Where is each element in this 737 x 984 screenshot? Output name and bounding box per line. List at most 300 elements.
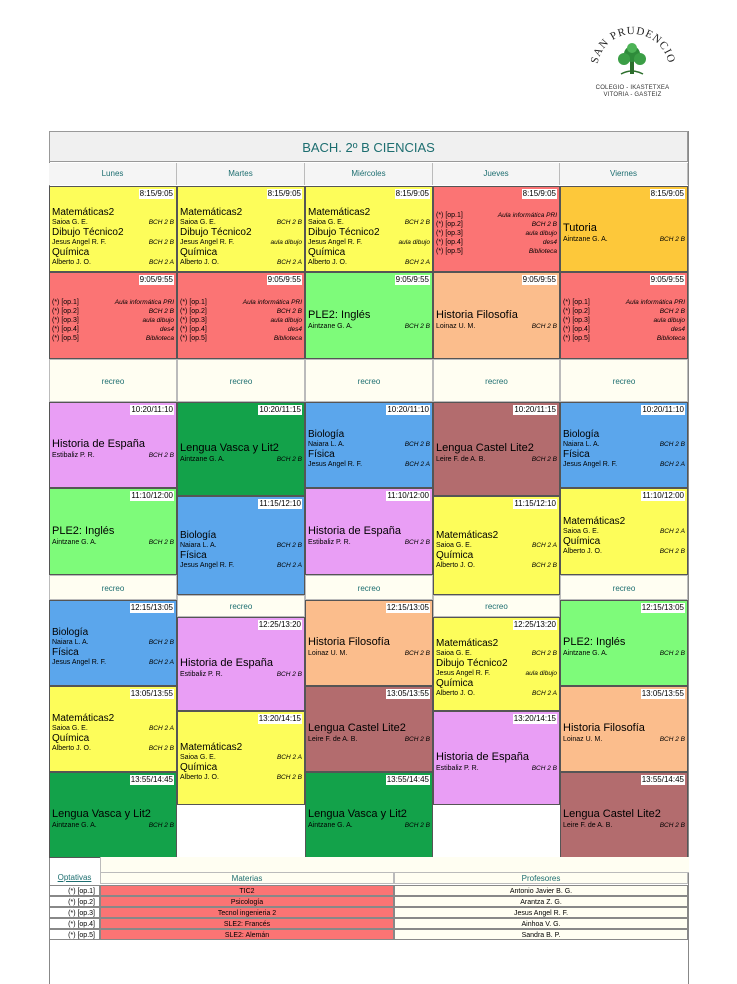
teacher-row xyxy=(563,440,685,449)
teacher-name: Saioa G. E. xyxy=(436,650,472,657)
group-label: BCH 2 B xyxy=(531,456,557,463)
teacher-name: Alberto J. O. xyxy=(52,745,91,752)
timetable-cell[interactable] xyxy=(560,186,688,272)
cell-body xyxy=(308,309,430,331)
day-header-martes: Martes xyxy=(177,163,305,185)
subject-name: Química xyxy=(563,535,601,547)
teacher-row xyxy=(52,258,174,267)
subject-name: Química xyxy=(180,762,218,773)
group-label: aula dibujo xyxy=(525,670,557,677)
teacher-name: Estibaliz P. R. xyxy=(52,452,95,459)
group-label: BCH 2 B xyxy=(404,538,430,546)
time-slot: 13:05/13:55 xyxy=(641,689,684,698)
subject-name: Dibujo Técnico2 xyxy=(436,658,508,669)
teacher-name: Jesus Angel R. F. xyxy=(308,461,363,468)
teacher-name: Naiara L. A. xyxy=(563,441,600,448)
time-slot: 9:05/9:55 xyxy=(650,275,684,284)
subject-name: Historia Filosofía xyxy=(563,722,645,734)
timetable-cell[interactable] xyxy=(560,402,688,488)
legend-option-code: (*) [op.1] xyxy=(49,885,100,896)
group-label: BCH 2 A xyxy=(276,259,302,266)
subject-name: Matemáticas2 xyxy=(308,207,371,218)
teacher-row xyxy=(436,322,557,331)
option-code: (*) [op.4] xyxy=(436,239,463,246)
logo-name: SAN PRUDENCIO xyxy=(588,24,678,65)
timetable-cell[interactable] xyxy=(305,272,433,359)
time-slot: 9:05/9:55 xyxy=(522,275,556,284)
option-code: (*) [op.4] xyxy=(52,326,79,333)
cell-body xyxy=(308,429,430,469)
option-code: (*) [op.5] xyxy=(180,335,207,342)
teacher-name: Jesus Angel R. F. xyxy=(180,239,235,246)
teacher-name: Naiara L. A. xyxy=(52,639,89,646)
legend-materia: Psicología xyxy=(100,896,394,907)
option-room: BCH 2 B xyxy=(276,308,302,315)
legend-option-code: (*) [op.4] xyxy=(49,918,100,929)
subject-name: Historia Filosofía xyxy=(436,308,518,321)
option-row xyxy=(180,316,302,325)
subject-name: Dibujo Técnico2 xyxy=(180,227,252,238)
option-room: aula dibujo xyxy=(653,317,685,324)
teacher-row xyxy=(563,821,685,830)
option-room: des4 xyxy=(159,326,174,333)
option-row xyxy=(180,307,302,316)
cell-body xyxy=(52,438,174,460)
teacher-row xyxy=(308,258,430,267)
recreo-martes-2: recreo xyxy=(177,595,305,617)
group-label: BCH 2 B xyxy=(276,671,302,678)
option-row xyxy=(436,229,557,238)
time-slot: 13:05/13:55 xyxy=(130,689,173,698)
teacher-row xyxy=(52,538,174,547)
group-label: BCH 2 B xyxy=(404,736,430,743)
subject-name: Matemáticas2 xyxy=(436,638,499,649)
timetable-cell[interactable] xyxy=(305,186,433,272)
timetable-cell[interactable] xyxy=(560,772,688,858)
option-code: (*) [op.1] xyxy=(563,299,590,306)
timetable-cell[interactable] xyxy=(49,772,177,858)
day-header-viernes: Viernes xyxy=(560,163,688,185)
subject-name: Química xyxy=(180,247,218,258)
subject-name: Matemáticas2 xyxy=(563,515,626,527)
group-label: BCH 2 B xyxy=(276,541,302,549)
subject-name: Historia de España xyxy=(308,524,401,537)
day-header-jueves: Jueves xyxy=(433,163,560,185)
group-label: BCH 2 B xyxy=(276,456,302,463)
group-label: BCH 2 A xyxy=(276,561,302,569)
option-row xyxy=(436,220,557,229)
group-label: BCH 2 B xyxy=(659,736,685,743)
teacher-row xyxy=(180,238,302,247)
teacher-name: Loinaz U. M. xyxy=(563,736,603,743)
timetable-cell[interactable] xyxy=(49,600,177,686)
legend-header-profesores: Profesores xyxy=(394,872,688,884)
teacher-name: Saioa G. E. xyxy=(52,219,88,226)
teacher-row xyxy=(308,821,430,830)
teacher-name: Leire F. de A. B. xyxy=(308,736,358,743)
group-label: BCH 2 B xyxy=(148,639,174,646)
option-room: BCH 2 B xyxy=(659,308,685,315)
teacher-name: Loinaz U. M. xyxy=(308,650,348,657)
teacher-name: Naiara L. A. xyxy=(180,541,217,549)
timetable-cell[interactable] xyxy=(177,186,305,272)
teacher-name: Jesus Angel R. F. xyxy=(436,670,491,677)
teacher-name: Leire F. de A. B. xyxy=(436,456,486,463)
teacher-name: Estibaliz P. R. xyxy=(308,538,351,546)
time-slot: 13:55/14:45 xyxy=(386,775,429,784)
group-label: BCH 2 B xyxy=(659,547,685,555)
cell-body xyxy=(180,657,302,679)
timetable-cell[interactable] xyxy=(560,600,688,686)
cell-body xyxy=(52,525,174,547)
time-slot: 11:10/12:00 xyxy=(131,491,173,500)
teacher-name: Jesus Angel R. F. xyxy=(180,561,235,569)
cell-body xyxy=(52,207,174,267)
group-label: BCH 2 B xyxy=(659,822,685,829)
timetable-cell[interactable] xyxy=(433,186,560,272)
option-code: (*) [op.3] xyxy=(180,317,207,324)
subject-name: Matemáticas2 xyxy=(52,207,115,218)
time-slot: 12:15/13:05 xyxy=(386,603,429,612)
recreo-viernes-1: recreo xyxy=(560,359,688,402)
cell-body xyxy=(52,298,174,343)
group-label: BCH 2 A xyxy=(148,259,174,266)
time-slot: 13:20/14:15 xyxy=(258,714,301,723)
recreo-lunes-2: recreo xyxy=(49,575,177,600)
group-label: BCH 2 B xyxy=(276,774,302,781)
time-slot: 10:20/11:10 xyxy=(131,405,173,414)
legend-profesor: Arantza Z. G. xyxy=(394,896,688,907)
teacher-name: Alberto J. O. xyxy=(180,774,219,781)
group-label: BCH 2 B xyxy=(148,822,174,829)
teacher-row xyxy=(180,561,302,570)
time-slot: 12:15/13:05 xyxy=(641,603,684,612)
option-row xyxy=(563,298,685,307)
cell-body xyxy=(436,638,557,698)
option-code: (*) [op.2] xyxy=(563,308,590,315)
timetable-cell[interactable] xyxy=(305,600,433,686)
teacher-row xyxy=(52,658,174,667)
subject-name: Lengua Vasca y Lit2 xyxy=(180,442,279,454)
cell-body xyxy=(180,742,302,782)
teacher-row xyxy=(436,764,557,773)
teacher-name: Saioa G. E. xyxy=(436,541,472,549)
group-label: BCH 2 B xyxy=(148,452,174,459)
group-label: BCH 2 B xyxy=(404,650,430,657)
teacher-name: Estibaliz P. R. xyxy=(436,765,479,772)
subject-name: Lengua Vasca y Lit2 xyxy=(308,808,407,820)
teacher-row xyxy=(563,735,685,744)
option-code: (*) [op.1] xyxy=(436,212,463,219)
timetable-cell[interactable] xyxy=(177,272,305,359)
timetable-cell[interactable] xyxy=(49,186,177,272)
teacher-name: Jesus Angel R. F. xyxy=(563,461,618,468)
timetable-title: BACH. 2º B CIENCIAS xyxy=(49,131,688,162)
option-room: aula dibujo xyxy=(142,317,174,324)
time-slot: 13:20/14:15 xyxy=(513,714,556,723)
time-slot: 13:55/14:45 xyxy=(130,775,173,784)
cell-body xyxy=(308,722,430,744)
subject-name: PLE2: Inglés xyxy=(308,308,371,321)
day-header-miercoles: Miércoles xyxy=(305,163,433,185)
option-room: des4 xyxy=(670,326,685,333)
group-label: BCH 2 B xyxy=(148,538,174,546)
subject-name: Dibujo Técnico2 xyxy=(52,227,124,238)
subject-name: Química xyxy=(52,247,90,258)
cell-body xyxy=(308,808,430,830)
teacher-row xyxy=(52,821,174,830)
subject-name: Biología xyxy=(308,429,345,440)
teacher-row xyxy=(180,753,302,762)
option-row xyxy=(52,325,174,334)
option-room: Biblioteca xyxy=(145,335,174,342)
subject-name: Historia de España xyxy=(180,657,273,669)
subject-name: Física xyxy=(308,449,335,460)
group-label: BCH 2 A xyxy=(659,461,685,468)
time-slot: 8:15/9:05 xyxy=(650,189,684,198)
subject-name: PLE2: Inglés xyxy=(563,636,626,648)
option-row xyxy=(180,334,302,343)
legend-profesor: Antonio Javier B. G. xyxy=(394,885,688,896)
timetable-cell[interactable] xyxy=(177,711,305,805)
teacher-name: Loinaz U. M. xyxy=(436,322,476,330)
subject-name: Biología xyxy=(180,529,217,541)
option-room: Aula informática PRI xyxy=(625,299,685,306)
timetable-cell[interactable] xyxy=(305,402,433,488)
option-room: Aula informática PRI xyxy=(497,212,557,219)
cell-body xyxy=(563,298,685,343)
group-label: BCH 2 A xyxy=(531,690,557,697)
timetable-cell[interactable] xyxy=(560,272,688,359)
recreo-jueves-2: recreo xyxy=(433,595,560,617)
cell-body xyxy=(436,309,557,331)
option-room: BCH 2 B xyxy=(148,308,174,315)
timetable-cell[interactable] xyxy=(177,496,305,595)
timetable-cell[interactable] xyxy=(433,402,560,496)
option-code: (*) [op.5] xyxy=(52,335,79,342)
teacher-name: Aintzane G. A. xyxy=(563,236,608,243)
option-room: aula dibujo xyxy=(270,317,302,324)
option-row xyxy=(52,298,174,307)
teacher-row xyxy=(308,440,430,449)
legend-profesor: Jesus Angel R. F. xyxy=(394,907,688,918)
subject-name: Historia Filosofía xyxy=(308,636,390,648)
group-label: BCH 2 B xyxy=(404,219,430,226)
teacher-name: Saioa G. E. xyxy=(308,219,344,226)
cell-body xyxy=(180,298,302,343)
teacher-name: Aintzane G. A. xyxy=(308,822,353,829)
teacher-row xyxy=(52,744,174,753)
timetable-cell[interactable] xyxy=(433,711,560,805)
teacher-row xyxy=(308,649,430,658)
teacher-row xyxy=(436,561,557,570)
subject-name: Física xyxy=(52,647,79,658)
option-row xyxy=(563,325,685,334)
time-slot: 13:05/13:55 xyxy=(386,689,429,698)
teacher-row xyxy=(308,538,430,547)
subject-name: Química xyxy=(436,678,474,689)
teacher-name: Alberto J. O. xyxy=(52,259,91,266)
option-row xyxy=(52,334,174,343)
group-label: BCH 2 B xyxy=(531,765,557,772)
teacher-row xyxy=(52,724,174,733)
teacher-row xyxy=(52,451,174,460)
group-label: BCH 2 A xyxy=(659,527,685,535)
group-label: BCH 2 A xyxy=(531,541,557,549)
teacher-row xyxy=(52,638,174,647)
teacher-name: Alberto J. O. xyxy=(436,690,475,697)
timetable-cell[interactable] xyxy=(433,496,560,595)
time-slot: 10:20/11:15 xyxy=(514,405,556,414)
legend-profesor: Ainhoa V. G. xyxy=(394,918,688,929)
teacher-name: Aintzane G. A. xyxy=(308,322,353,330)
option-row xyxy=(563,307,685,316)
cell-body xyxy=(563,222,685,244)
cell-body xyxy=(52,713,174,753)
option-room: des4 xyxy=(542,239,557,246)
recreo-miercoles-1: recreo xyxy=(305,359,433,402)
option-code: (*) [op.1] xyxy=(52,299,79,306)
group-label: BCH 2 B xyxy=(659,650,685,657)
teacher-row xyxy=(52,238,174,247)
legend-profesor: Sandra B. P. xyxy=(394,929,688,940)
timetable-cell[interactable] xyxy=(433,617,560,711)
subject-name: Lengua Castel Lite2 xyxy=(308,722,406,734)
time-slot: 11:15/12:10 xyxy=(259,499,301,508)
teacher-name: Aintzane G. A. xyxy=(52,538,97,546)
timetable-cell[interactable] xyxy=(305,686,433,772)
timetable-cell[interactable] xyxy=(49,488,177,575)
teacher-name: Alberto J. O. xyxy=(180,259,219,266)
timetable-cell[interactable] xyxy=(305,772,433,858)
option-room: Biblioteca xyxy=(656,335,685,342)
option-room: Biblioteca xyxy=(273,335,302,342)
cell-body xyxy=(436,211,557,256)
timetable-cell[interactable] xyxy=(177,402,305,496)
legend-header-materias: Materias xyxy=(100,872,394,884)
group-label: aula dibujo xyxy=(398,239,430,246)
teacher-row xyxy=(436,541,557,550)
subject-name: Biología xyxy=(563,429,600,440)
cell-body xyxy=(436,751,557,773)
time-slot: 11:15/12:10 xyxy=(514,499,556,508)
option-code: (*) [op.2] xyxy=(180,308,207,315)
timetable-cell[interactable] xyxy=(49,686,177,772)
option-row xyxy=(563,316,685,325)
group-label: BCH 2 B xyxy=(404,322,430,330)
time-slot: 11:10/12:00 xyxy=(642,491,684,500)
teacher-name: Aintzane G. A. xyxy=(563,650,608,657)
option-row xyxy=(436,238,557,247)
timetable-cell[interactable] xyxy=(433,272,560,359)
teacher-row xyxy=(180,218,302,227)
timetable-cell[interactable] xyxy=(560,488,688,575)
teacher-row xyxy=(436,455,557,464)
legend-option-code: (*) [op.2] xyxy=(49,896,100,907)
teacher-row xyxy=(436,649,557,658)
cell-body xyxy=(180,530,302,570)
option-code: (*) [op.1] xyxy=(180,299,207,306)
teacher-row xyxy=(436,689,557,698)
group-label: BCH 2 B xyxy=(531,650,557,657)
time-slot: 12:25/13:20 xyxy=(258,620,301,629)
group-label: aula dibujo xyxy=(270,239,302,246)
timetable-cell[interactable] xyxy=(177,617,305,711)
legend-top-band xyxy=(100,857,689,873)
subject-name: PLE2: Inglés xyxy=(52,524,115,537)
option-code: (*) [op.5] xyxy=(436,248,463,255)
subject-name: Biología xyxy=(52,627,89,638)
time-slot: 10:20/11:10 xyxy=(387,405,429,414)
teacher-name: Jesus Angel R. F. xyxy=(52,239,107,246)
subject-name: Matemáticas2 xyxy=(52,713,115,724)
group-label: BCH 2 A xyxy=(148,725,174,732)
time-slot: 8:15/9:05 xyxy=(139,189,173,198)
cell-body xyxy=(563,722,685,744)
option-row xyxy=(563,334,685,343)
subject-name: Química xyxy=(436,549,474,561)
teacher-row xyxy=(563,460,685,469)
cell-body xyxy=(563,429,685,469)
teacher-row xyxy=(308,218,430,227)
subject-name: Lengua Castel Lite2 xyxy=(563,808,661,820)
time-slot: 10:20/11:10 xyxy=(642,405,684,414)
group-label: BCH 2 B xyxy=(531,322,557,330)
time-slot: 11:10/12:00 xyxy=(387,491,429,500)
option-row xyxy=(180,325,302,334)
legend-materia: Tecnol ingenieria 2 xyxy=(100,907,394,918)
subject-name: Matemáticas2 xyxy=(180,742,243,753)
timetable-cell[interactable] xyxy=(305,488,433,575)
cell-body xyxy=(563,636,685,658)
group-label: BCH 2 B xyxy=(531,561,557,569)
option-room: Aula informática PRI xyxy=(114,299,174,306)
option-row xyxy=(52,316,174,325)
teacher-row xyxy=(436,669,557,678)
school-logo xyxy=(585,22,680,102)
cell-body xyxy=(308,636,430,658)
time-slot: 13:55/14:45 xyxy=(641,775,684,784)
time-slot: 8:15/9:05 xyxy=(267,189,301,198)
cell-body xyxy=(563,808,685,830)
subject-name: Química xyxy=(308,247,346,258)
subject-name: Historia de España xyxy=(436,751,529,763)
cell-body xyxy=(52,627,174,667)
teacher-row xyxy=(563,235,685,244)
teacher-row xyxy=(180,773,302,782)
timetable-cell[interactable] xyxy=(49,272,177,359)
teacher-name: Estibaliz P. R. xyxy=(180,671,223,678)
teacher-row xyxy=(308,460,430,469)
teacher-row xyxy=(563,547,685,556)
timetable-cell[interactable] xyxy=(49,402,177,488)
teacher-name: Aintzane G. A. xyxy=(52,822,97,829)
timetable-cell[interactable] xyxy=(560,686,688,772)
subject-name: Tutoria xyxy=(563,222,597,234)
group-label: BCH 2 B xyxy=(276,219,302,226)
teacher-row xyxy=(180,258,302,267)
option-code: (*) [op.2] xyxy=(52,308,79,315)
teacher-name: Alberto J. O. xyxy=(436,561,475,569)
option-room: aula dibujo xyxy=(525,230,557,237)
group-label: BCH 2 A xyxy=(148,659,174,666)
legend-materia: SLE2: Alemán xyxy=(100,929,394,940)
group-label: BCH 2 B xyxy=(659,441,685,448)
teacher-row xyxy=(180,455,302,464)
teacher-name: Alberto J. O. xyxy=(563,547,602,555)
teacher-name: Leire F. de A. B. xyxy=(563,822,613,829)
teacher-row xyxy=(563,649,685,658)
